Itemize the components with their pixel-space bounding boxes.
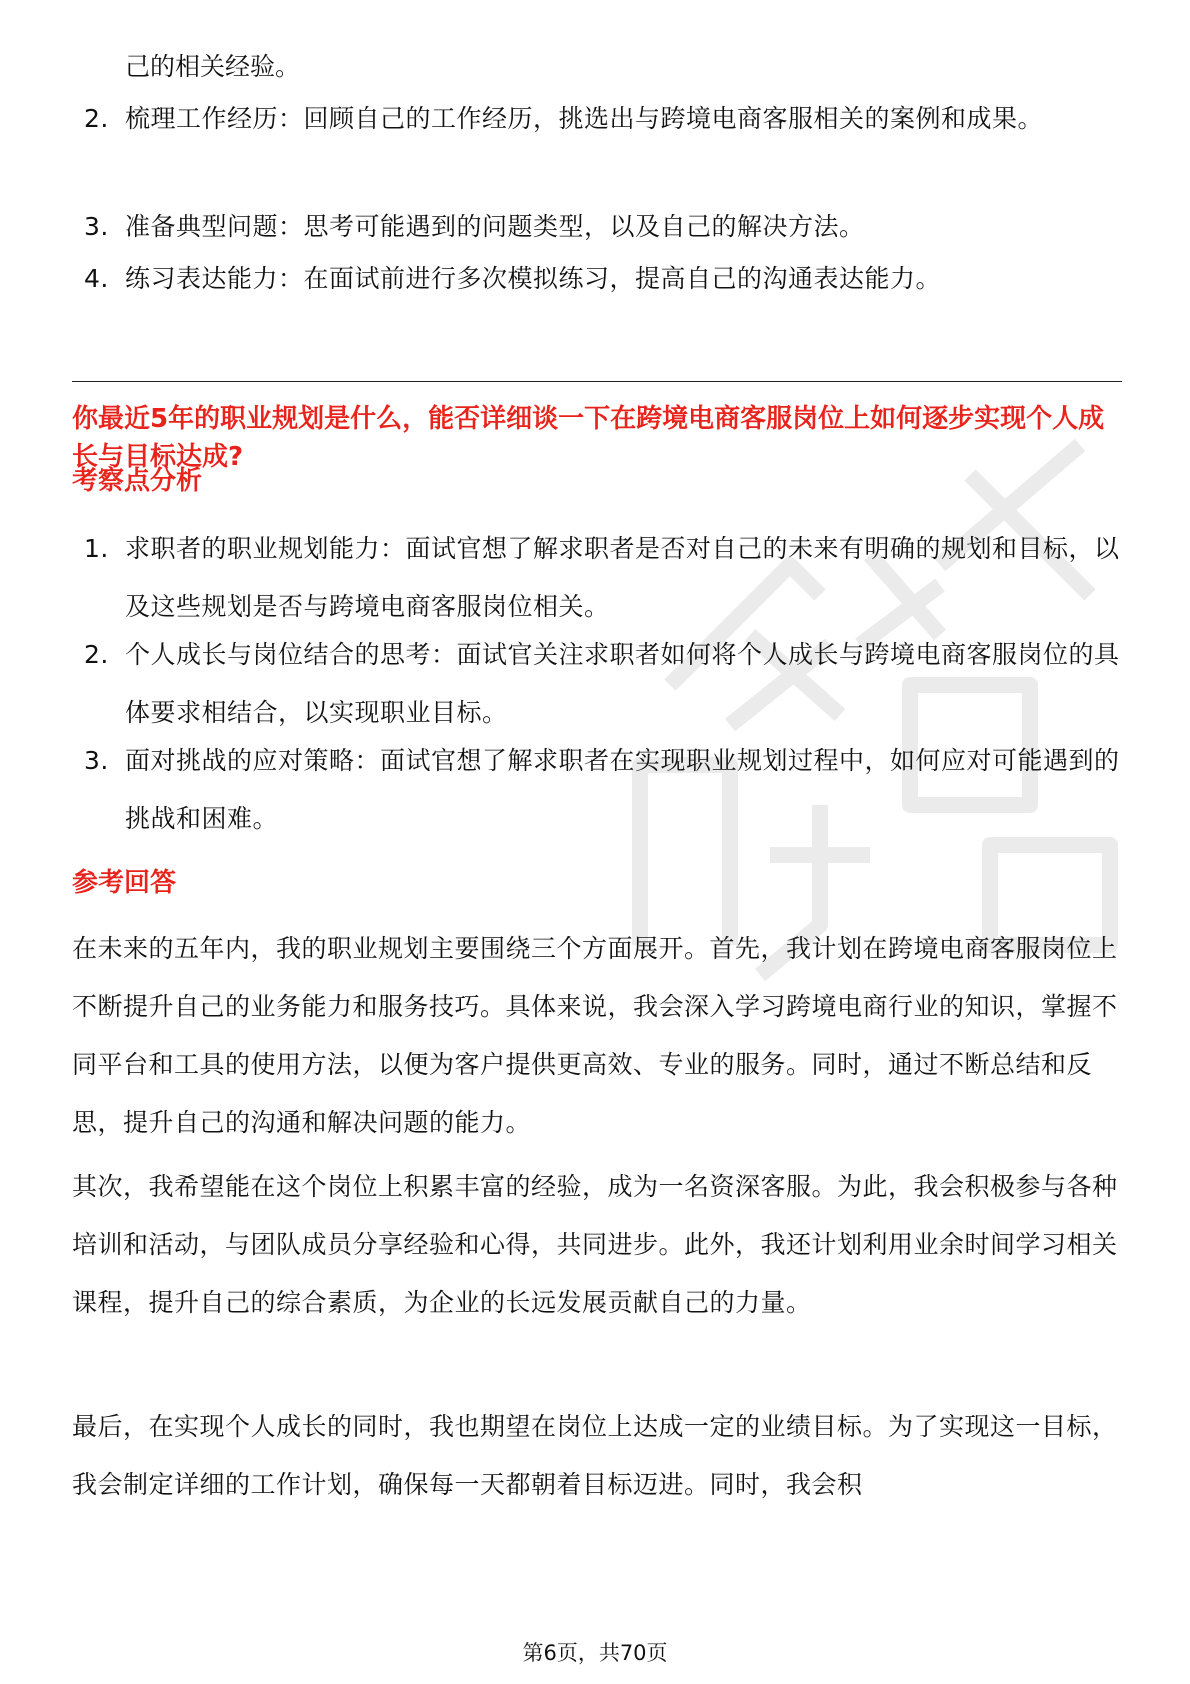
interview-question: 你最近5年的职业规划是什么，能否详细谈一下在跨境电商客服岗位上如何逐步实现个人成长与目标达成?	[72, 404, 1105, 472]
list-text: 准备典型问题：思考可能遇到的问题类型，以及自己的解决方法。	[125, 212, 865, 241]
list-number: 3.	[84, 212, 109, 241]
list-text: 个人成长与岗位结合的思考：面试官关注求职者如何将个人成长与跨境电商客服岗位的具体要求相结合，以实现职业目标。	[125, 640, 1120, 727]
list-continuation-text: 己的相关经验。	[125, 52, 301, 81]
list-text: 练习表达能力：在面试前进行多次模拟练习，提高自己的沟通表达能力。	[125, 264, 942, 293]
analysis-heading: 考察点分析	[72, 466, 203, 496]
answer-heading: 参考回答	[72, 868, 177, 898]
list-text: 梳理工作经历：回顾自己的工作经历，挑选出与跨境电商客服相关的案例和成果。	[125, 104, 1044, 133]
answer-paragraph: 在未来的五年内，我的职业规划主要围绕三个方面展开。首先，我计划在跨境电商客服岗位上不断提升自己的业务能力和服务技巧。具体来说，我会深入学习跨境电商行业的知识，掌握不同平台和工具的使用方法，以便为客户提供更高效、专业的服务。同时，通过不断总结和反思，提升自己的沟通和解决问题的能力。	[72, 934, 1118, 1137]
page-number: 第6页，共70页	[522, 1641, 668, 1665]
section-divider	[72, 381, 1122, 382]
list-number: 4.	[84, 264, 109, 293]
answer-paragraph: 其次，我希望能在这个岗位上积累丰富的经验，成为一名资深客服。为此，我会积极参与各种培训和活动，与团队成员分享经验和心得，共同进步。此外，我还计划利用业余时间学习相关课程，提升自己的综合素质，为企业的长远发展贡献自己的力量。	[72, 1172, 1118, 1317]
list-text: 求职者的职业规划能力：面试官想了解求职者是否对自己的未来有明确的规划和目标，以及这些规划是否与跨境电商客服岗位相关。	[125, 534, 1120, 621]
list-number: 1.	[84, 534, 109, 563]
list-text: 面对挑战的应对策略：面试官想了解求职者在实现职业规划过程中，如何应对可能遇到的挑战和困难。	[125, 746, 1120, 833]
list-number: 2.	[84, 640, 109, 669]
list-number: 2.	[84, 104, 109, 133]
list-number: 3.	[84, 746, 109, 775]
answer-paragraph: 最后，在实现个人成长的同时，我也期望在岗位上达成一定的业绩目标。为了实现这一目标，我会制定详细的工作计划，确保每一天都朝着目标迈进。同时，我会积	[72, 1412, 1118, 1499]
